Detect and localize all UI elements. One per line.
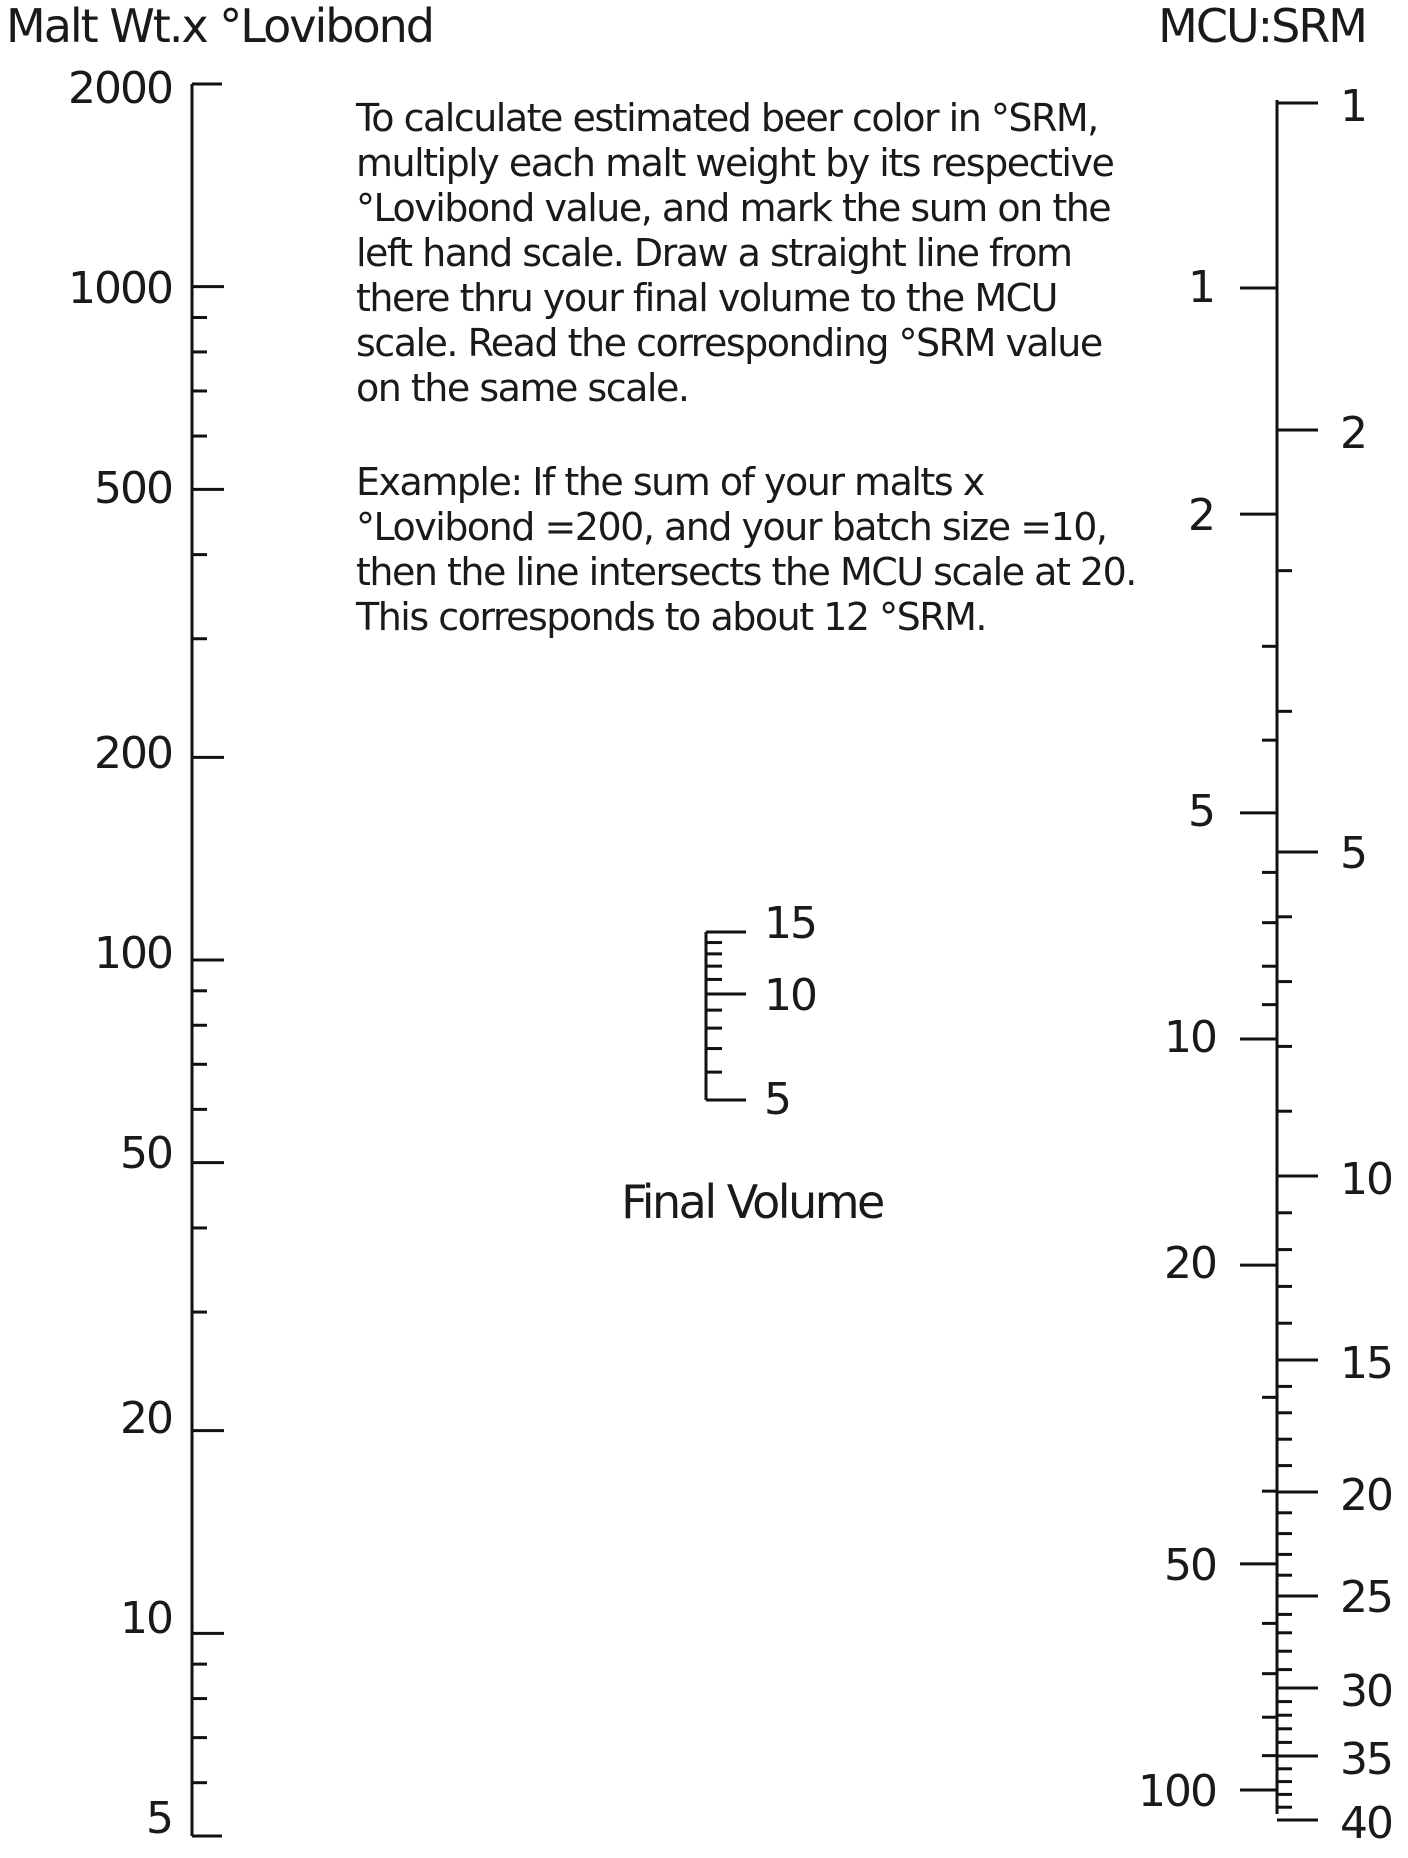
mcu-label-10: 10 (1164, 1012, 1216, 1063)
srm-scale-labels (1340, 81, 1392, 1849)
mcu-label-5: 5 (1188, 786, 1216, 837)
final-volume-scale (706, 932, 746, 1100)
mcu-label-50: 50 (1164, 1540, 1216, 1591)
volume-label-5: 5 (764, 1074, 790, 1125)
instructions-line: multiply each malt weight by its respective (356, 141, 1114, 185)
example-line: °Lovibond =200, and your batch size =10, (356, 505, 1107, 549)
final-volume-title: Final Volume (621, 1175, 883, 1229)
malt-label-10: 10 (120, 1593, 172, 1644)
malt-label-100: 100 (94, 928, 172, 979)
srm-label-1: 1 (1340, 81, 1368, 132)
mcu-label-20: 20 (1164, 1238, 1216, 1289)
malt-label-500: 500 (94, 463, 172, 514)
malt-label-1000: 1000 (68, 263, 172, 314)
mcu-srm-scale-title: MCU:SRM (1158, 0, 1366, 53)
volume-label-10: 10 (764, 970, 816, 1021)
srm-label-2: 2 (1340, 408, 1368, 459)
volume-label-15: 15 (764, 898, 816, 949)
instructions-line: there thru your final volume to the MCU (356, 276, 1057, 320)
malt-label-2000: 2000 (68, 63, 172, 114)
instructions-line: scale. Read the corresponding °SRM value (356, 321, 1102, 365)
malt-lovibond-scale (192, 84, 224, 1836)
malt-scale-labels (68, 63, 172, 1844)
example-line: then the line intersects the MCU scale at 20. (356, 550, 1136, 594)
example-paragraph (356, 460, 1136, 640)
example-line: This corresponds to about 12 °SRM. (356, 595, 987, 639)
srm-label-35: 35 (1340, 1734, 1392, 1785)
mcu-srm-scale (1240, 100, 1318, 1820)
srm-label-5: 5 (1340, 828, 1368, 879)
srm-label-30: 30 (1340, 1666, 1392, 1717)
srm-label-25: 25 (1340, 1572, 1392, 1623)
instructions-line: °Lovibond value, and mark the sum on the (356, 186, 1111, 230)
instructions-line: To calculate estimated beer color in °SRM, (356, 96, 1098, 140)
srm-label-20: 20 (1340, 1470, 1392, 1521)
mcu-scale-labels (1138, 262, 1216, 1817)
srm-label-15: 15 (1340, 1338, 1392, 1389)
malt-scale-title: Malt Wt.x °Lovibond (6, 0, 433, 53)
srm-label-40: 40 (1340, 1798, 1392, 1849)
malt-label-20: 20 (120, 1393, 172, 1444)
malt-label-200: 200 (94, 728, 172, 779)
example-line: Example: If the sum of your malts x (356, 460, 984, 504)
srm-label-10: 10 (1340, 1154, 1392, 1205)
mcu-label-1: 1 (1188, 262, 1216, 313)
malt-label-50: 50 (120, 1128, 172, 1179)
mcu-label-100: 100 (1138, 1766, 1216, 1817)
malt-label-5: 5 (146, 1793, 172, 1844)
mcu-label-2: 2 (1188, 490, 1216, 541)
instructions-line: left hand scale. Draw a straight line from (356, 231, 1072, 275)
instructions-paragraph (356, 96, 1116, 411)
instructions-line: on the same scale. (356, 366, 689, 410)
